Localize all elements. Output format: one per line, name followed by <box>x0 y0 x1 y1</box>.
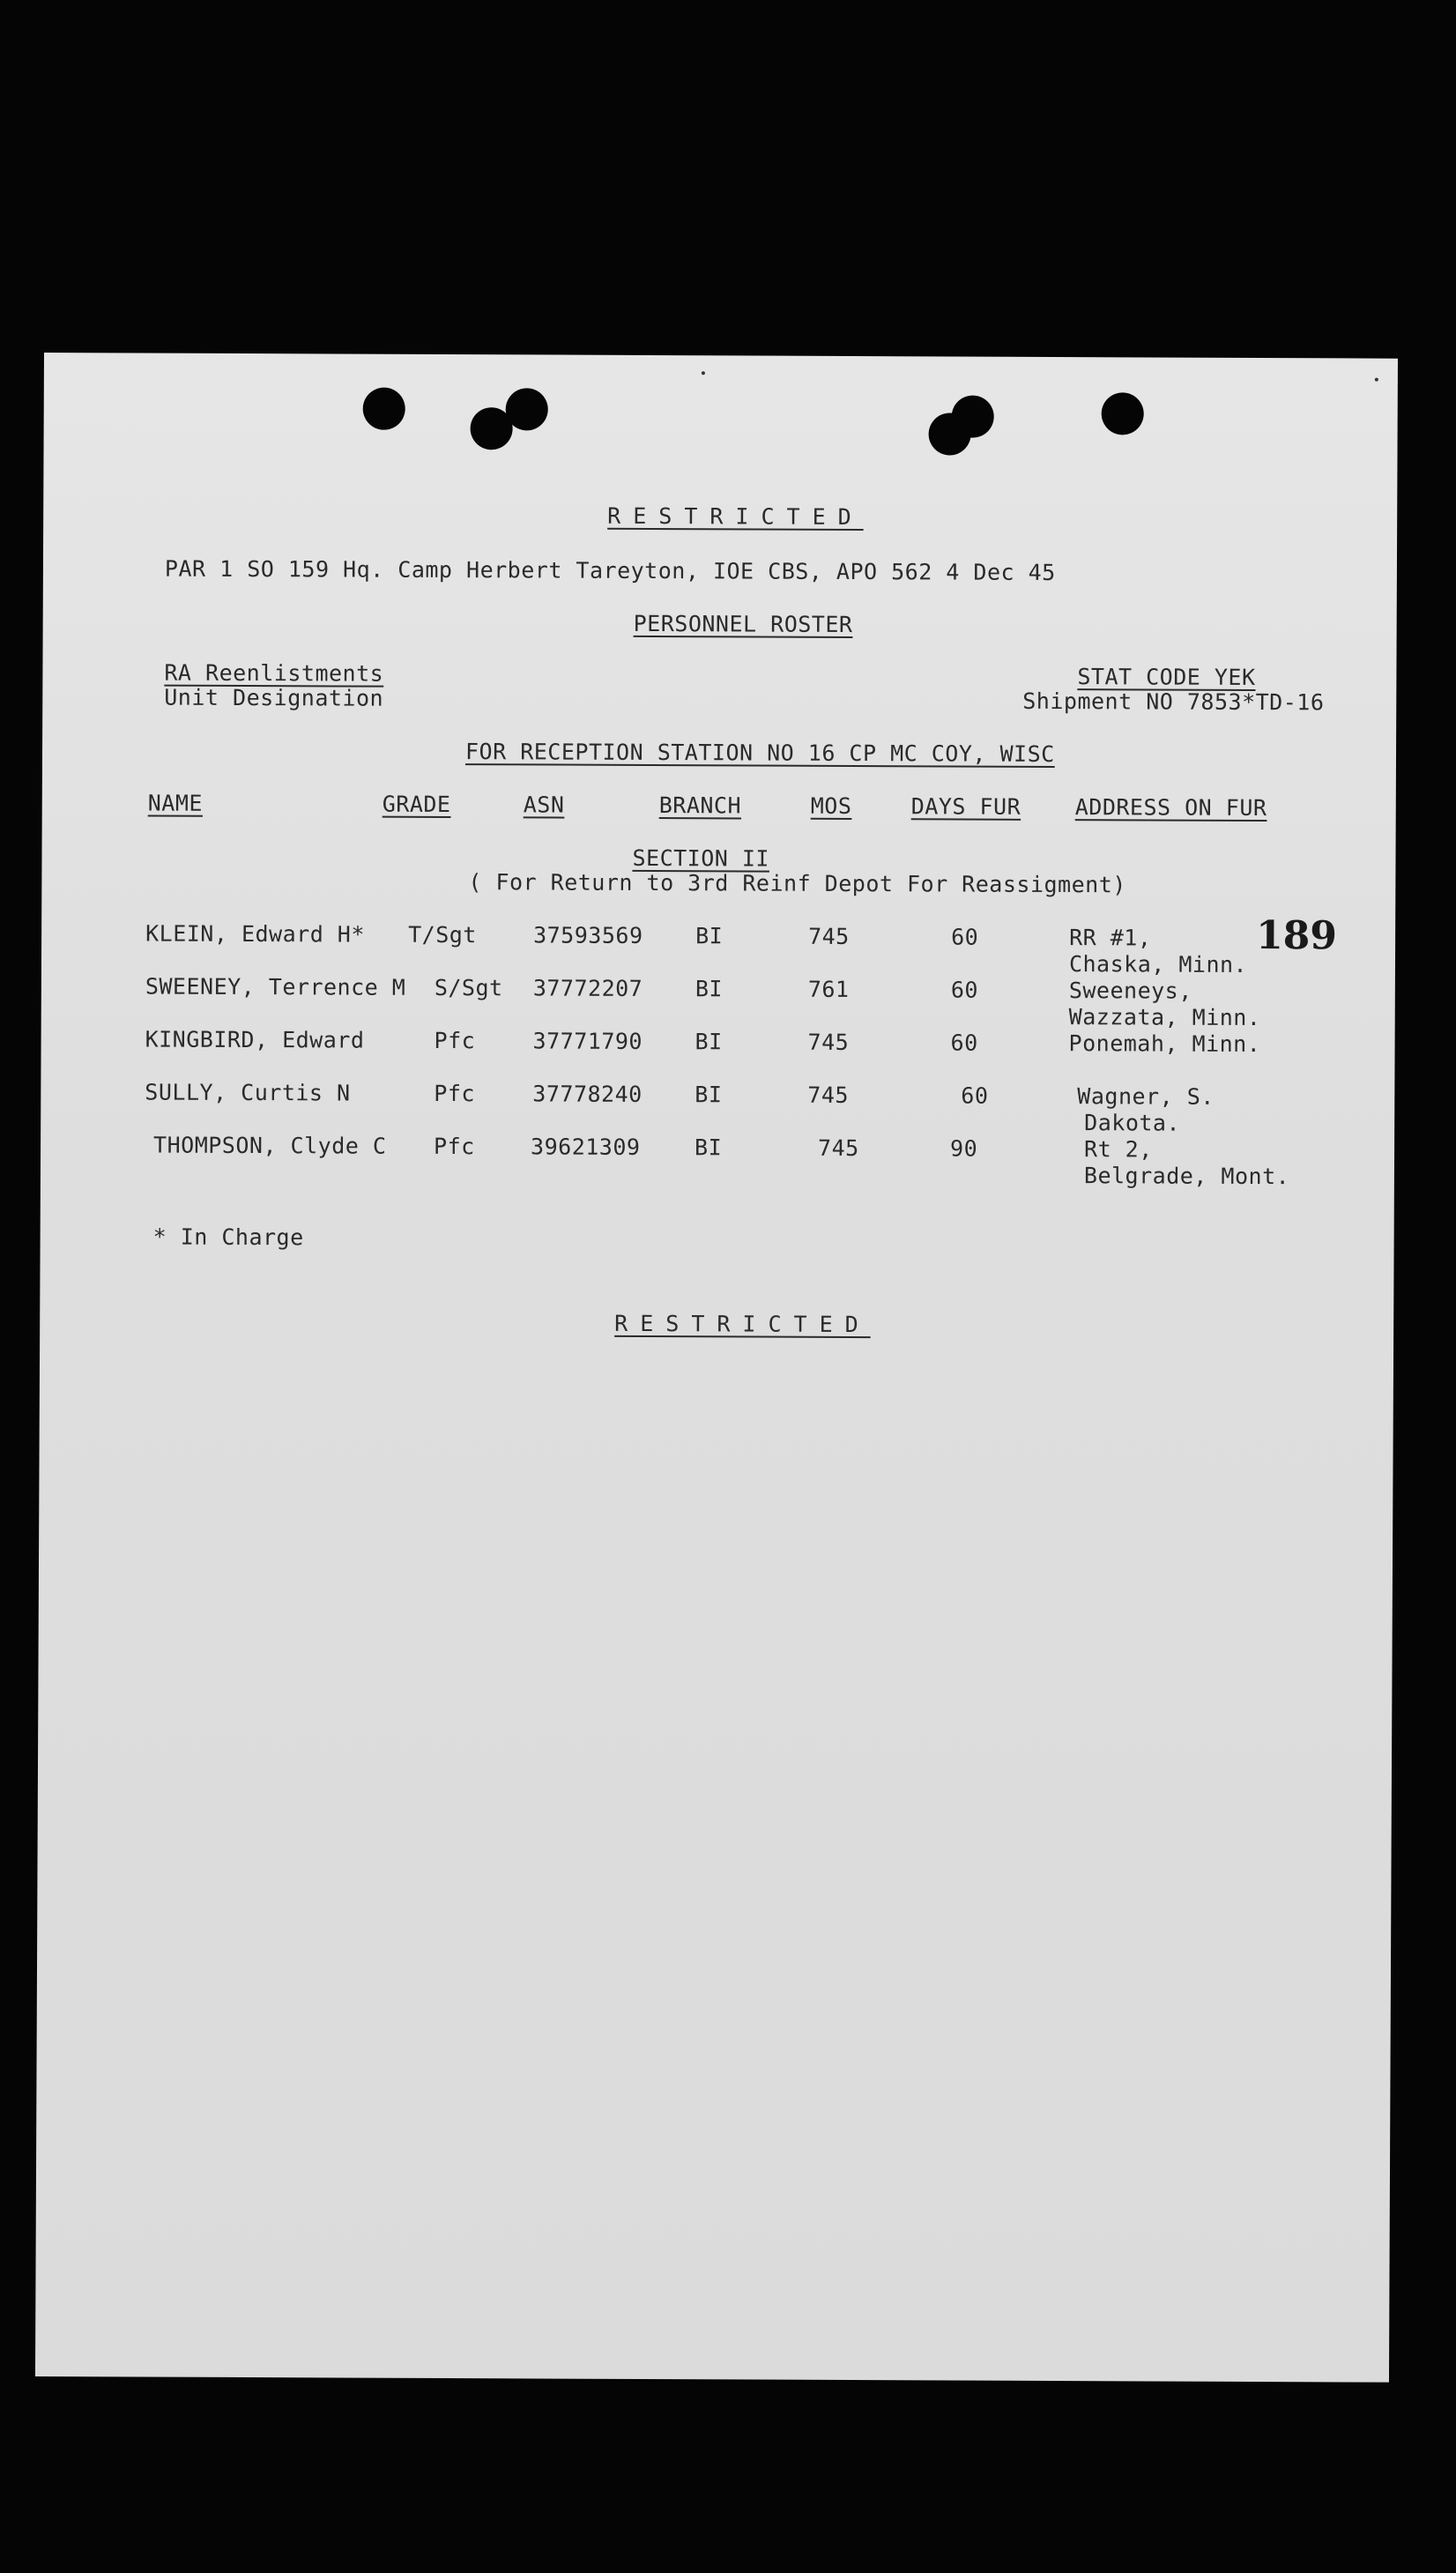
punch-hole <box>363 388 405 430</box>
col-branch: BRANCH <box>658 792 742 819</box>
row-mos: 745 <box>807 1029 850 1055</box>
row-asn: 37771790 <box>532 1028 643 1054</box>
row-name: KINGBIRD, Edward <box>145 1026 365 1053</box>
row-address-2: Belgrade, Mont. <box>1083 1163 1290 1190</box>
row-asn: 37593569 <box>533 922 643 948</box>
col-name: NAME <box>147 790 204 816</box>
row-asn: 39621309 <box>531 1134 641 1160</box>
row-grade: Pfc <box>434 1133 475 1160</box>
classification-header: RESTRICTED <box>607 502 864 531</box>
punch-hole <box>952 395 994 437</box>
col-asn: ASN <box>523 792 565 818</box>
row-grade: Pfc <box>434 1080 476 1107</box>
speck <box>1375 378 1378 382</box>
col-days-fur: DAYS FUR <box>910 793 1021 820</box>
section-title: SECTION II <box>632 844 770 872</box>
punch-hole <box>1102 392 1144 435</box>
row-branch: BI <box>695 976 724 1002</box>
row-mos: 761 <box>807 976 850 1002</box>
col-address: ADDRESS ON FUR <box>1074 794 1267 822</box>
row-address-1: Wagner, S. <box>1077 1083 1215 1110</box>
row-address-1: Sweeneys, <box>1068 978 1192 1004</box>
page-number-stamp: 189 <box>1256 913 1338 959</box>
row-address-2: Wazzata, Minn. <box>1068 1004 1261 1031</box>
col-grade: GRADE <box>382 791 451 818</box>
row-address-2: Chaska, Minn. <box>1068 951 1248 978</box>
row-days: 60 <box>950 977 979 1003</box>
row-address-2: Dakota. <box>1084 1110 1181 1136</box>
shipment-number: Shipment NO 7853*TD-16 <box>1022 688 1325 716</box>
unit-line-1: RA Reenlistments <box>164 659 384 687</box>
row-branch: BI <box>695 1029 723 1055</box>
destination-line: FOR RECEPTION STATION NO 16 CP MC COY, WISC <box>464 739 1055 768</box>
roster-page <box>35 353 1398 2383</box>
row-name: SULLY, Curtis N <box>145 1079 351 1106</box>
row-days: 90 <box>950 1135 978 1162</box>
footnote-in-charge: * In Charge <box>152 1223 304 1251</box>
row-grade: T/Sgt <box>408 921 477 948</box>
row-branch: BI <box>695 1134 723 1161</box>
row-days: 60 <box>961 1082 989 1109</box>
row-address-1: Ponemah, Minn. <box>1068 1030 1261 1058</box>
row-days: 60 <box>951 924 979 950</box>
stat-code: STAT CODE YEK <box>1077 664 1256 691</box>
section-subtitle: ( For Return to 3rd Reinf Depot For Reassigment) <box>468 869 1126 898</box>
row-name: KLEIN, Edward H* <box>145 920 366 948</box>
speck <box>702 371 705 375</box>
classification-footer: RESTRICTED <box>614 1310 871 1338</box>
row-asn: 37772207 <box>532 975 643 1001</box>
roster-title: PERSONNEL ROSTER <box>633 610 853 638</box>
row-mos: 745 <box>807 1082 850 1108</box>
row-mos: 745 <box>818 1134 859 1162</box>
row-branch: BI <box>695 923 724 949</box>
order-line: PAR 1 SO 159 Hq. Camp Herbert Tareyton, IOE CBS, APO 562 4 Dec 45 <box>164 555 1056 586</box>
row-days: 60 <box>950 1030 978 1056</box>
punch-hole <box>506 388 548 430</box>
row-branch: BI <box>695 1082 723 1108</box>
col-mos: MOS <box>810 792 852 820</box>
row-address-1: Rt 2, <box>1084 1136 1153 1163</box>
row-address-1: RR #1, <box>1069 925 1152 951</box>
row-mos: 745 <box>808 923 850 949</box>
unit-line-2: Unit Designation <box>164 684 384 711</box>
row-grade: Pfc <box>434 1027 476 1054</box>
row-name: SWEENEY, Terrence M <box>145 973 406 1000</box>
row-asn: 37778240 <box>532 1081 643 1107</box>
row-grade: S/Sgt <box>434 974 503 1001</box>
row-name: THOMPSON, Clyde C <box>153 1132 387 1159</box>
